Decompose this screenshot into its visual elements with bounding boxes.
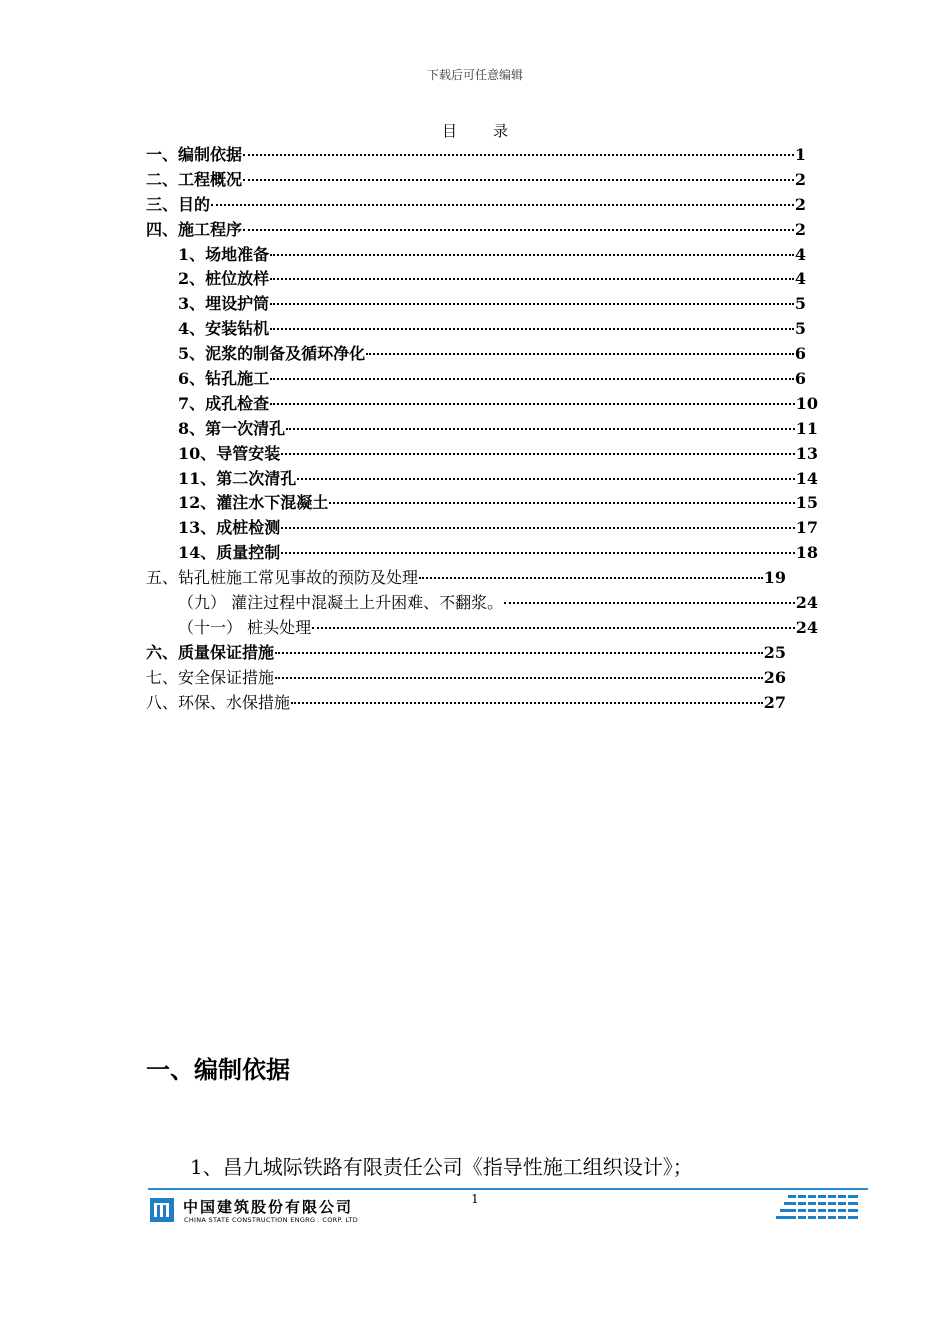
- toc-title-char-1: 目: [441, 122, 457, 140]
- toc-entry[interactable]: [146, 467, 818, 492]
- toc-entry[interactable]: [146, 491, 818, 516]
- toc-entry-page: 4: [794, 244, 806, 264]
- toc-entry-page: 6: [794, 369, 806, 389]
- toc-entry-page: 5: [794, 294, 806, 314]
- toc-leader-dots: [286, 428, 795, 430]
- toc-leader-dots: [297, 478, 794, 480]
- toc-entry[interactable]: [146, 292, 806, 317]
- toc-leader-dots: [270, 378, 794, 380]
- section-heading: 一、编制依据: [146, 1055, 290, 1084]
- header-note: 下载后可任意编辑: [426, 68, 523, 82]
- toc-entry-title: 六、质量保证措施: [146, 642, 275, 662]
- railway-logo-icon: [774, 1194, 860, 1224]
- toc-entry-page: 25: [763, 642, 786, 662]
- toc-leader-dots: [281, 453, 794, 455]
- toc-leader-dots: [270, 303, 794, 305]
- toc-entry[interactable]: [146, 691, 786, 716]
- toc-entry-title: 6、钻孔施工: [178, 369, 270, 389]
- toc-leader-dots: [366, 353, 794, 355]
- toc-leader-dots: [275, 652, 763, 654]
- toc-entry-title: 7、成孔检查: [178, 393, 270, 413]
- toc-entry[interactable]: [146, 591, 818, 616]
- company-name-en: CHINA STATE CONSTRUCTION ENGRG . CORP. LTD: [184, 1216, 359, 1224]
- toc-leader-dots: [270, 403, 795, 405]
- toc-leader-dots: [419, 577, 763, 579]
- toc-entry-title: 八、环保、水保措施: [146, 692, 291, 712]
- toc-entry-title: （九） 灌注过程中混凝土上升困难、不翻浆。: [178, 593, 504, 613]
- toc-entry-page: 17: [795, 518, 818, 538]
- toc-entry-title: 五、钻孔桩施工常见事故的预防及处理: [146, 568, 419, 588]
- toc-entry-page: 24: [795, 593, 818, 613]
- toc-entry-title: 13、成桩检测: [178, 518, 281, 538]
- toc-entry-title: （十一） 桩头处理: [178, 617, 312, 637]
- toc-entry-title: 四、施工程序: [146, 219, 243, 239]
- company-name-cn: 中国建筑股份有限公司: [183, 1198, 354, 1216]
- toc-title-char-2: 录: [493, 122, 509, 140]
- toc-entry[interactable]: [146, 317, 806, 342]
- toc-title: [0, 120, 950, 141]
- toc-leader-dots: [281, 552, 794, 554]
- toc-entry-page: 14: [795, 468, 818, 488]
- toc-entry[interactable]: [146, 193, 806, 218]
- toc-leader-dots: [275, 677, 763, 679]
- company-logo-icon: [150, 1198, 174, 1222]
- toc-entry-page: 27: [763, 692, 786, 712]
- toc-entry[interactable]: [146, 342, 806, 367]
- toc-leader-dots: [281, 527, 794, 529]
- toc-leader-dots: [243, 229, 794, 231]
- toc-leader-dots: [329, 502, 794, 504]
- toc-entry[interactable]: [146, 442, 818, 467]
- toc-entry[interactable]: [146, 417, 818, 442]
- toc-leader-dots: [211, 204, 794, 206]
- body-paragraph: 1、昌九城际铁路有限责任公司《指导性施工组织设计》；: [190, 1155, 693, 1179]
- toc-entry-title: 5、泥浆的制备及循环净化: [178, 344, 366, 364]
- toc-entry-page: 11: [795, 418, 818, 438]
- toc-entry-page: 5: [794, 319, 806, 339]
- toc-entry-page: 10: [795, 393, 818, 413]
- toc-entry-page: 2: [794, 219, 806, 239]
- toc-entry[interactable]: [146, 566, 786, 591]
- toc-entry[interactable]: [146, 392, 818, 417]
- toc-entry-title: 4、安装钻机: [178, 319, 270, 339]
- toc-entry-page: 2: [794, 194, 806, 214]
- toc-entry[interactable]: [146, 218, 806, 243]
- toc-entry-title: 三、目的: [146, 194, 211, 214]
- toc-entry-page: 26: [763, 667, 786, 687]
- toc-entry[interactable]: [146, 541, 818, 566]
- toc-entry-title: 二、工程概况: [146, 169, 243, 189]
- toc-entry[interactable]: [146, 367, 806, 392]
- toc-entry-title: 七、安全保证措施: [146, 667, 275, 687]
- toc-entry-title: 一、编制依据: [146, 145, 243, 164]
- toc-entry-title: 11、第二次清孔: [178, 468, 297, 488]
- toc-entry[interactable]: [146, 666, 786, 691]
- toc-entry-page: 2: [794, 169, 806, 189]
- toc-entry-page: 6: [794, 344, 806, 364]
- toc-leader-dots: [270, 278, 794, 280]
- table-of-contents: [146, 143, 818, 715]
- footer-rule: [148, 1188, 868, 1190]
- toc-entry[interactable]: [146, 143, 806, 168]
- toc-entry-title: 1、场地准备: [178, 244, 270, 264]
- toc-entry[interactable]: [146, 168, 806, 193]
- toc-entry-page: 19: [763, 568, 786, 588]
- toc-entry-title: 2、桩位放样: [178, 269, 270, 289]
- toc-entry-page: 18: [795, 543, 818, 563]
- toc-entry-page: 1: [794, 145, 806, 164]
- toc-leader-dots: [312, 627, 795, 629]
- toc-leader-dots: [504, 602, 795, 604]
- toc-leader-dots: [291, 702, 763, 704]
- toc-entry-page: 13: [795, 443, 818, 463]
- toc-entry[interactable]: [146, 641, 786, 666]
- toc-entry-page: 15: [795, 493, 818, 513]
- toc-entry[interactable]: [146, 243, 806, 268]
- toc-entry-title: 14、质量控制: [178, 543, 281, 563]
- toc-entry[interactable]: [146, 267, 806, 292]
- toc-entry-page: 24: [795, 617, 818, 637]
- toc-entry[interactable]: [146, 616, 818, 641]
- toc-entry-page: 4: [794, 269, 806, 289]
- toc-leader-dots: [270, 254, 794, 256]
- toc-entry-title: 3、埋设护筒: [178, 294, 270, 314]
- toc-leader-dots: [243, 179, 794, 181]
- toc-entry[interactable]: [146, 516, 818, 541]
- toc-leader-dots: [243, 154, 794, 156]
- toc-entry-title: 10、导管安装: [178, 443, 281, 463]
- page-number: 1: [471, 1192, 479, 1206]
- toc-leader-dots: [270, 328, 794, 330]
- toc-entry-title: 12、灌注水下混凝土: [178, 493, 329, 513]
- toc-entry-title: 8、第一次清孔: [178, 418, 286, 438]
